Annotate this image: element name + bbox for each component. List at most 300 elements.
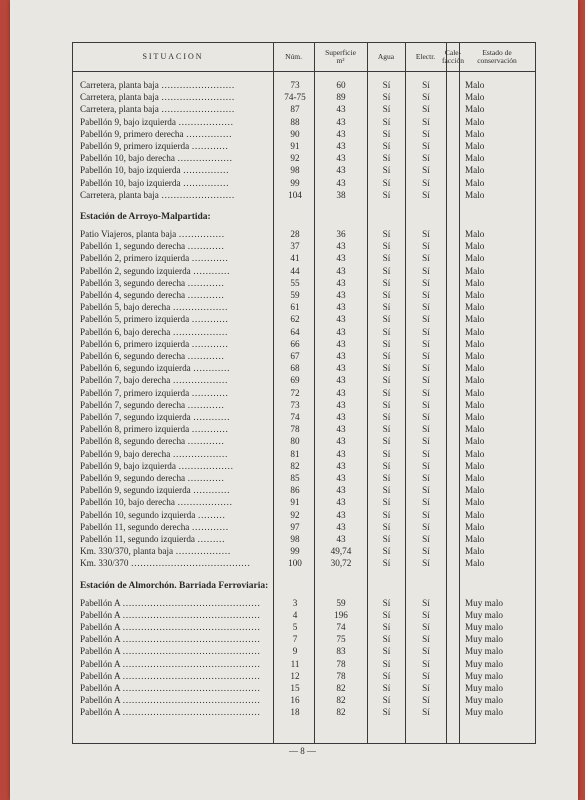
cell-agua: Sí	[382, 597, 391, 608]
cell-superficie: 82	[336, 683, 346, 693]
cell-agua: Sí	[382, 473, 391, 483]
cell-estado: Muy malo	[465, 634, 504, 645]
cell-num: 4	[292, 609, 298, 620]
cell-situacion: Pabellón 10, bajo izquierda ……………	[80, 177, 229, 188]
cell-num: 100	[288, 558, 302, 569]
cell-electr: Sí	[422, 363, 430, 374]
section-title: Estación de Almorchón. Barriada Ferroviaria:	[80, 580, 269, 591]
cell-superficie: 43	[336, 141, 346, 151]
cell-superficie: 43	[336, 436, 346, 447]
cell-situacion: Carretera, planta baja ……………………	[80, 80, 235, 90]
cell-superficie: 83	[336, 646, 346, 657]
cell-superficie: 74	[336, 622, 346, 632]
cell-estado: Muy malo	[465, 670, 504, 681]
cell-num: 92	[290, 153, 300, 164]
cell-electr: Sí	[422, 448, 430, 459]
cell-situacion: Pabellón 6, primero izquierda …………	[80, 338, 229, 349]
cell-situacion: Pabellón 2, segundo izquierda …………	[80, 265, 230, 276]
cell-superficie: 43	[336, 363, 346, 374]
table-row	[73, 313, 535, 326]
table-row	[73, 399, 535, 412]
cell-electr: Sí	[422, 609, 430, 620]
table-row	[73, 103, 535, 116]
cell-situacion: Pabellón 3, segundo derecha …………	[80, 277, 225, 288]
cell-situacion: Pabellón 9, primero derecha ……………	[80, 128, 232, 139]
cell-estado: Muy malo	[465, 622, 504, 632]
cell-superficie: 43	[336, 460, 346, 471]
cell-estado: Malo	[465, 558, 485, 569]
cell-agua: Sí	[382, 314, 391, 325]
cell-superficie: 43	[336, 509, 346, 520]
cell-superficie: 82	[336, 695, 346, 706]
cell-agua: Sí	[382, 683, 391, 693]
cell-situacion: Pabellón 9, primero izquierda …………	[80, 141, 229, 151]
cell-estado: Muy malo	[465, 597, 504, 608]
table-row	[73, 374, 535, 387]
cell-electr: Sí	[422, 277, 430, 288]
cell-electr: Sí	[422, 302, 430, 313]
cell-situacion: Pabellón 9, bajo derecha ………………	[80, 448, 228, 459]
cell-num: 80	[290, 436, 300, 447]
cell-num: 67	[290, 351, 300, 361]
header-situacion: SITUACION	[142, 52, 204, 61]
cell-superficie: 75	[336, 634, 346, 645]
cell-estado: Malo	[465, 265, 485, 276]
table-row	[73, 152, 535, 165]
table-body	[73, 76, 535, 743]
cell-electr: Sí	[422, 658, 430, 669]
cell-num: 98	[290, 165, 300, 176]
cell-agua: Sí	[382, 412, 391, 422]
cell-electr: Sí	[422, 314, 430, 325]
cell-electr: Sí	[422, 128, 430, 139]
cell-situacion: Pabellón A ………………………………………	[80, 646, 261, 657]
cell-num: 73	[290, 399, 300, 410]
cell-electr: Sí	[422, 695, 430, 706]
cell-estado: Malo	[465, 351, 485, 361]
cell-agua: Sí	[382, 707, 391, 718]
cell-agua: Sí	[382, 277, 391, 288]
cell-estado: Malo	[465, 424, 485, 435]
cell-situacion: Pabellón 10, bajo derecha ………………	[80, 153, 233, 164]
header-superficie	[314, 43, 367, 71]
cell-electr: Sí	[422, 387, 430, 398]
cell-situacion: Pabellón 7, segundo izquierda …………	[80, 412, 230, 422]
cell-estado: Malo	[465, 534, 485, 544]
cell-situacion: Pabellón 7, bajo derecha ………………	[80, 375, 228, 386]
page-number: — 8 —	[289, 746, 316, 756]
cell-situacion: Pabellón A ………………………………………	[80, 695, 261, 706]
cell-situacion: Pabellón 10, bajo izquierda ……………	[80, 165, 229, 176]
cell-num: 97	[290, 521, 300, 532]
cell-superficie: 59	[336, 597, 346, 608]
cell-electr: Sí	[422, 92, 430, 103]
cell-superficie: 43	[336, 165, 346, 176]
cell-electr: Sí	[422, 460, 430, 471]
cell-agua: Sí	[382, 92, 391, 103]
cell-estado: Malo	[465, 546, 485, 557]
table-row	[73, 252, 535, 265]
cell-estado: Malo	[465, 189, 485, 200]
table-row	[73, 448, 535, 461]
cell-estado: Malo	[465, 153, 485, 164]
cell-electr: Sí	[422, 558, 430, 569]
cell-agua: Sí	[382, 609, 391, 620]
table-row	[73, 164, 535, 177]
cell-agua: Sí	[382, 558, 391, 569]
table-row	[73, 694, 535, 707]
cell-situacion: Pabellón 7, segundo derecha …………	[80, 399, 225, 410]
cell-electr: Sí	[422, 338, 430, 349]
cell-num: 92	[290, 509, 300, 520]
cell-superficie: 38	[336, 189, 346, 200]
cell-num: 104	[288, 189, 302, 200]
cell-agua: Sí	[382, 177, 391, 188]
cell-situacion: Pabellón A ………………………………………	[80, 622, 261, 632]
table-row	[73, 265, 535, 278]
cell-superficie: 43	[336, 485, 346, 496]
cell-electr: Sí	[422, 253, 430, 264]
cell-superficie: 43	[336, 153, 346, 164]
cell-superficie: 78	[336, 670, 346, 681]
cell-situacion: Pabellón A ………………………………………	[80, 707, 261, 718]
cell-agua: Sí	[382, 622, 391, 632]
cell-situacion: Km. 330/370, planta baja ………………	[80, 546, 231, 557]
cell-estado: Malo	[465, 436, 485, 447]
cell-superficie: 36	[336, 229, 346, 239]
cell-estado: Malo	[465, 485, 485, 496]
cell-agua: Sí	[382, 448, 391, 459]
cell-num: 55	[290, 277, 300, 288]
cell-superficie: 60	[336, 80, 346, 90]
table-row	[73, 658, 535, 671]
cell-num: 91	[290, 497, 300, 508]
cell-situacion: Pabellón 9, bajo izquierda ………………	[80, 116, 234, 127]
table-row	[73, 472, 535, 485]
table-row	[73, 521, 535, 534]
cell-superficie: 43	[336, 424, 346, 435]
cell-electr: Sí	[422, 399, 430, 410]
cell-situacion: Carretera, planta baja ……………………	[80, 104, 235, 115]
cell-situacion: Pabellón 11, segundo derecha …………	[80, 521, 229, 532]
cell-estado: Malo	[465, 104, 485, 115]
cell-agua: Sí	[382, 546, 391, 557]
cell-agua: Sí	[382, 646, 391, 657]
cell-situacion: Pabellón 7, primero izquierda …………	[80, 387, 229, 398]
cell-superficie: 78	[336, 658, 346, 669]
cell-num: 28	[290, 229, 300, 239]
cell-situacion: Pabellón A ………………………………………	[80, 683, 261, 693]
header-agua: Agua	[377, 52, 395, 61]
cell-electr: Sí	[422, 412, 430, 422]
cell-estado: Malo	[465, 277, 485, 288]
cell-num: 7	[292, 634, 298, 645]
cell-electr: Sí	[422, 326, 430, 337]
cell-num: 64	[290, 326, 300, 337]
cell-estado: Malo	[465, 412, 485, 422]
cell-superficie: 43	[336, 375, 346, 386]
cell-electr: Sí	[422, 177, 430, 188]
table-row	[73, 557, 535, 570]
cell-agua: Sí	[382, 521, 391, 532]
cell-estado: Malo	[465, 509, 485, 520]
table-row	[73, 645, 535, 658]
table-row	[73, 177, 535, 190]
cell-situacion: Pabellón 5, bajo derecha ………………	[80, 302, 228, 313]
cell-agua: Sí	[382, 424, 391, 435]
table-row	[73, 496, 535, 509]
table-row	[73, 338, 535, 351]
cell-electr: Sí	[422, 351, 430, 361]
cell-situacion: Pabellón 2, primero izquierda …………	[80, 253, 229, 264]
cell-situacion: Pabellón A ………………………………………	[80, 634, 261, 645]
cell-agua: Sí	[382, 634, 391, 645]
cell-electr: Sí	[422, 141, 430, 151]
cell-num: 74-75	[284, 92, 306, 103]
cell-superficie: 43	[336, 351, 346, 361]
cell-estado: Muy malo	[465, 707, 504, 718]
table-row	[73, 670, 535, 683]
cell-num: 91	[290, 141, 300, 151]
cell-num: 81	[290, 448, 300, 459]
cell-electr: Sí	[422, 707, 430, 718]
cell-estado: Muy malo	[465, 609, 504, 620]
cell-estado: Malo	[465, 448, 485, 459]
cell-superficie: 43	[336, 412, 346, 422]
cell-situacion: Pabellón 1, segundo derecha …………	[80, 241, 225, 252]
cell-superficie: 43	[336, 473, 346, 483]
cell-estado: Malo	[465, 141, 485, 151]
table-row	[73, 128, 535, 141]
cell-agua: Sí	[382, 104, 391, 115]
cell-situacion: Pabellón A ………………………………………	[80, 609, 261, 620]
cell-agua: Sí	[382, 153, 391, 164]
header-estado	[459, 43, 535, 71]
cell-agua: Sí	[382, 534, 391, 544]
cell-estado: Malo	[465, 521, 485, 532]
table-row	[73, 545, 535, 558]
cell-estado: Malo	[465, 399, 485, 410]
cell-situacion: Pabellón 5, primero izquierda …………	[80, 314, 229, 325]
cell-agua: Sí	[382, 165, 391, 176]
cell-estado: Malo	[465, 290, 485, 300]
table-row	[73, 706, 535, 719]
cell-num: 73	[290, 80, 300, 90]
cell-superficie: 43	[336, 497, 346, 508]
cell-electr: Sí	[422, 189, 430, 200]
cell-estado: Malo	[465, 387, 485, 398]
cell-estado: Muy malo	[465, 695, 504, 706]
cell-num: 98	[290, 534, 300, 544]
cell-agua: Sí	[382, 326, 391, 337]
cell-electr: Sí	[422, 229, 430, 239]
cell-estado: Malo	[465, 375, 485, 386]
cell-superficie: 43	[336, 387, 346, 398]
cell-electr: Sí	[422, 424, 430, 435]
cell-num: 44	[290, 265, 300, 276]
cell-electr: Sí	[422, 104, 430, 115]
cell-estado: Muy malo	[465, 646, 504, 657]
cell-agua: Sí	[382, 351, 391, 361]
header-superficie-line2: m²	[336, 56, 345, 65]
cell-num: 37	[290, 241, 300, 252]
cell-num: 12	[290, 670, 300, 681]
cell-num: 87	[290, 104, 300, 115]
cell-superficie: 43	[336, 338, 346, 349]
cell-situacion: Pabellón 6, bajo derecha ………………	[80, 326, 228, 337]
cell-agua: Sí	[382, 290, 391, 300]
cell-num: 72	[290, 387, 300, 398]
cell-estado: Malo	[465, 363, 485, 374]
cell-situacion: Pabellón 10, bajo derecha ………………	[80, 497, 233, 508]
cell-electr: Sí	[422, 622, 430, 632]
cell-electr: Sí	[422, 473, 430, 483]
cell-electr: Sí	[422, 546, 430, 557]
cell-agua: Sí	[382, 399, 391, 410]
cell-superficie: 89	[336, 92, 346, 103]
table-row	[73, 609, 535, 622]
cell-electr: Sí	[422, 634, 430, 645]
cell-estado: Malo	[465, 497, 485, 508]
table-row	[73, 140, 535, 153]
cell-agua: Sí	[382, 265, 391, 276]
cell-superficie: 82	[336, 707, 346, 718]
housing-table	[72, 42, 536, 744]
table-row	[73, 423, 535, 436]
cell-estado: Malo	[465, 314, 485, 325]
cell-estado: Muy malo	[465, 658, 504, 669]
cell-agua: Sí	[382, 241, 391, 252]
cell-estado: Malo	[465, 165, 485, 176]
cell-superficie: 43	[336, 448, 346, 459]
table-row	[73, 326, 535, 339]
cell-agua: Sí	[382, 670, 391, 681]
cell-situacion: Km. 330/370 …………………………………	[80, 558, 251, 569]
table-row	[73, 435, 535, 448]
cell-situacion: Pabellón 8, segundo derecha …………	[80, 436, 225, 447]
cell-electr: Sí	[422, 153, 430, 164]
cell-situacion: Pabellón A ………………………………………	[80, 670, 261, 681]
table-row	[73, 228, 535, 241]
cell-superficie: 43	[336, 302, 346, 313]
cell-num: 9	[292, 646, 298, 657]
cell-agua: Sí	[382, 485, 391, 496]
cell-situacion: Pabellón 6, segundo derecha …………	[80, 351, 225, 361]
cell-superficie: 43	[336, 253, 346, 264]
cell-superficie: 43	[336, 290, 346, 300]
cell-num: 78	[290, 424, 300, 435]
cell-estado: Malo	[465, 253, 485, 264]
cell-estado: Malo	[465, 338, 485, 349]
cell-electr: Sí	[422, 597, 430, 608]
cell-num: 88	[290, 116, 300, 127]
cell-electr: Sí	[422, 436, 430, 447]
cell-electr: Sí	[422, 80, 430, 90]
cell-agua: Sí	[382, 436, 391, 447]
cell-num: 66	[290, 338, 300, 349]
cell-superficie: 43	[336, 521, 346, 532]
cell-num: 41	[290, 253, 300, 264]
cell-electr: Sí	[422, 165, 430, 176]
cell-situacion: Pabellón 9, bajo izquierda ………………	[80, 460, 234, 471]
cell-electr: Sí	[422, 509, 430, 520]
cell-agua: Sí	[382, 460, 391, 471]
cell-num: 61	[290, 302, 300, 313]
table-row	[73, 189, 535, 202]
table-row	[73, 301, 535, 314]
cell-agua: Sí	[382, 253, 391, 264]
cell-superficie: 49,74	[330, 546, 352, 557]
cell-situacion: Pabellón 11, segundo izquierda ………	[80, 534, 225, 544]
cell-agua: Sí	[382, 375, 391, 386]
cell-num: 15	[290, 683, 300, 693]
cell-situacion: Carretera, planta baja ……………………	[80, 189, 235, 200]
cell-estado: Muy malo	[465, 683, 504, 693]
cell-num: 68	[290, 363, 300, 374]
cell-estado: Malo	[465, 302, 485, 313]
cell-electr: Sí	[422, 290, 430, 300]
cell-num: 3	[292, 597, 298, 608]
cell-electr: Sí	[422, 521, 430, 532]
cell-estado: Malo	[465, 92, 485, 103]
cell-electr: Sí	[422, 683, 430, 693]
table-row	[73, 597, 535, 610]
cell-superficie: 43	[336, 277, 346, 288]
cell-num: 74	[290, 412, 300, 422]
cell-agua: Sí	[382, 128, 391, 139]
cell-agua: Sí	[382, 116, 391, 127]
cell-num: 86	[290, 485, 300, 496]
table-row	[73, 116, 535, 129]
cell-estado: Malo	[465, 80, 485, 90]
cell-num: 18	[290, 707, 300, 718]
cell-electr: Sí	[422, 116, 430, 127]
cell-agua: Sí	[382, 229, 391, 239]
cell-agua: Sí	[382, 338, 391, 349]
table-row	[73, 633, 535, 646]
cell-agua: Sí	[382, 509, 391, 520]
cell-num: 82	[290, 460, 300, 471]
cell-situacion: Pabellón A ………………………………………	[80, 658, 261, 669]
cell-situacion: Carretera, planta baja ……………………	[80, 92, 235, 103]
cell-num: 85	[290, 473, 300, 483]
cell-num: 99	[290, 546, 300, 557]
table-row	[73, 411, 535, 424]
cell-num: 59	[290, 290, 300, 300]
header-calefaccion-line2: facción	[441, 56, 465, 65]
cell-num: 90	[290, 128, 300, 139]
cell-electr: Sí	[422, 670, 430, 681]
cell-superficie: 43	[336, 177, 346, 188]
cell-estado: Malo	[465, 229, 485, 239]
table-row	[73, 387, 535, 400]
cell-agua: Sí	[382, 695, 391, 706]
cell-situacion: Pabellón 9, segundo izquierda …………	[80, 485, 230, 496]
cell-agua: Sí	[382, 80, 391, 90]
table-row	[73, 289, 535, 302]
cell-situacion: Pabellón 6, segundo izquierda …………	[80, 363, 230, 374]
cell-num: 69	[290, 375, 300, 386]
cell-estado: Malo	[465, 128, 485, 139]
cell-agua: Sí	[382, 302, 391, 313]
cell-agua: Sí	[382, 387, 391, 398]
table-row	[73, 533, 535, 546]
table-row	[73, 621, 535, 634]
cell-agua: Sí	[382, 363, 391, 374]
cell-num: 62	[290, 314, 300, 325]
table-row	[73, 79, 535, 92]
table-row	[73, 240, 535, 253]
